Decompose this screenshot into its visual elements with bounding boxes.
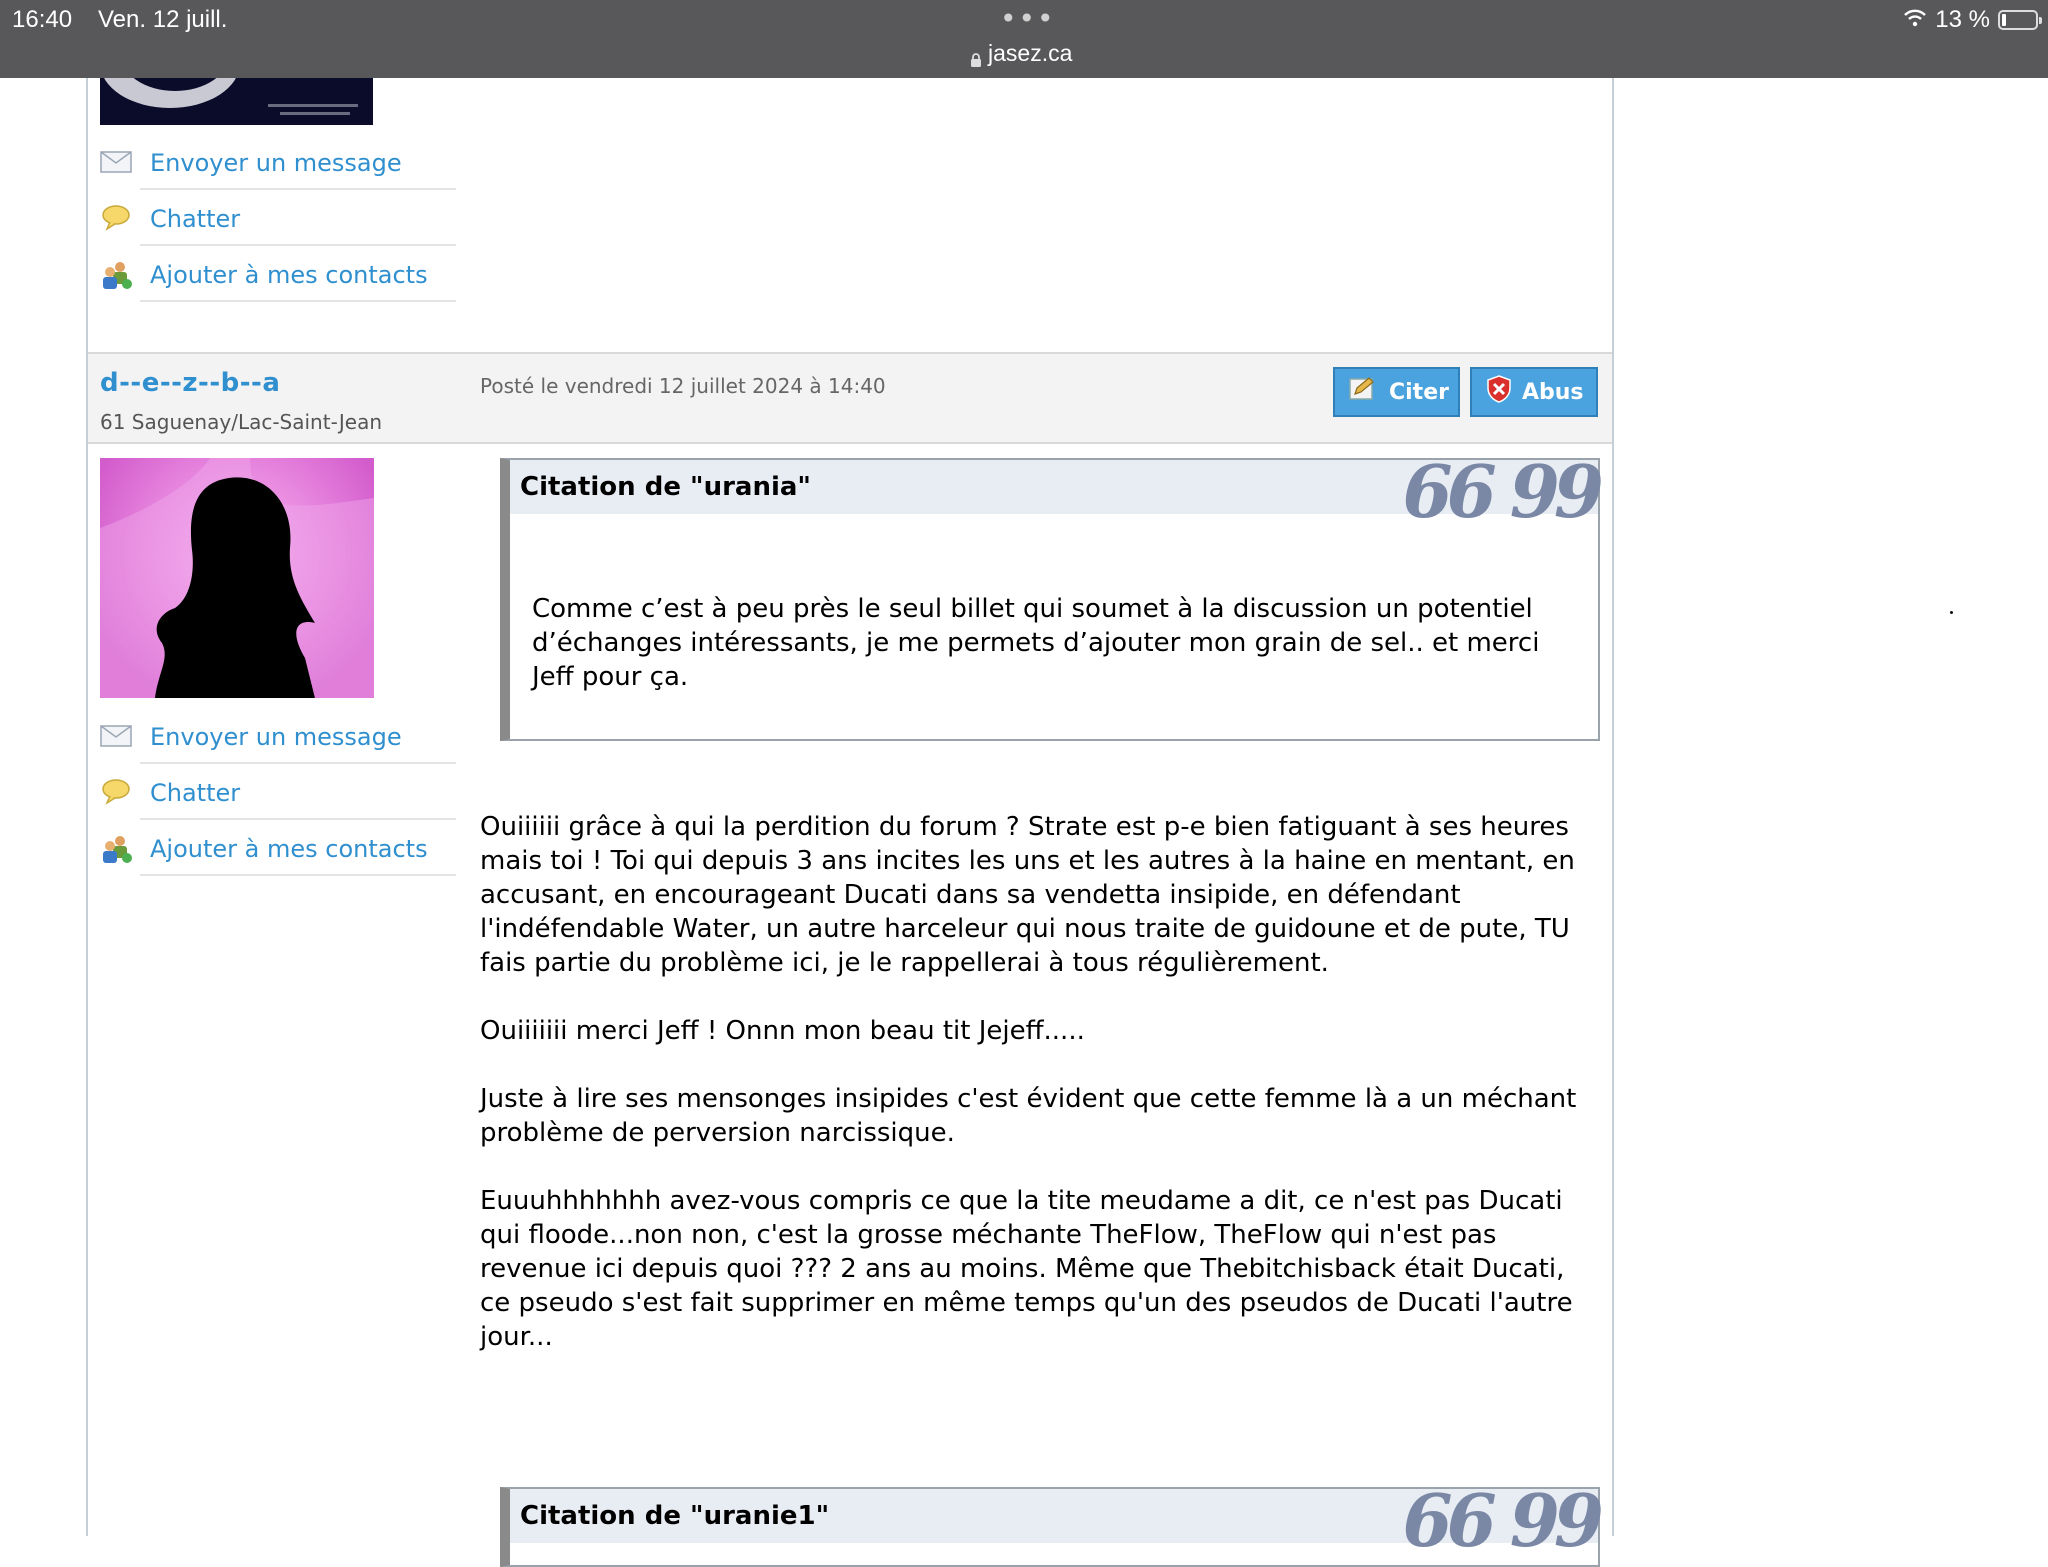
chat-link[interactable] — [100, 766, 456, 820]
add-contact-link[interactable] — [100, 248, 456, 302]
multitasking-dots-icon[interactable]: ••• — [1000, 2, 1056, 35]
post-header — [88, 352, 1612, 444]
battery-icon — [1998, 10, 2038, 30]
shield-x-icon — [1486, 375, 1512, 409]
post-paragraph: Juste à lire ses mensonges insipides c'est évident que cette femme là a un méchant problème de perversion narcissique. — [480, 1084, 1577, 1148]
envelope-icon — [100, 722, 134, 750]
chat-bubble-icon — [100, 778, 134, 806]
add-contact-icon — [100, 260, 134, 288]
post-body — [480, 810, 1600, 1388]
add-contact-label: Ajouter à mes contacts — [150, 261, 428, 289]
post-paragraph: Ouiiiiiii merci Jeff ! Onnn mon beau tit Jejeff..... — [480, 1016, 1085, 1046]
content-frame-left-border — [86, 78, 88, 1536]
quote-header — [510, 449, 1598, 534]
add-contact-icon — [100, 834, 134, 862]
add-contact-label: Ajouter à mes contacts — [150, 835, 428, 863]
post-author[interactable]: d--e--z--b--a — [100, 368, 281, 398]
quotation-marks-icon: 66 99 — [1402, 449, 1598, 534]
stray-dot — [1950, 611, 1953, 614]
quote-title: Citation de "urania" — [520, 472, 811, 502]
cite-button[interactable] — [1333, 367, 1460, 417]
report-abuse-button[interactable] — [1470, 367, 1598, 417]
envelope-icon — [100, 148, 134, 176]
lock-icon — [970, 47, 982, 61]
post-paragraph: Euuuhhhhhhh avez-vous compris ce que la tite meudame a dit, ce n'est pas Ducati qui floode...non non, c'est la grosse méchante TheFlow, TheFlow qui n'est pas revenue ici depuis quoi ??? 2 ans au moins. Même que Thebitchisback était Ducati, ce pseudo s'est fait supprimer en même temps qu'un des pseudos de Ducati l'autre jour... — [480, 1186, 1573, 1352]
send-message-label: Envoyer un message — [150, 149, 402, 177]
quote-block — [500, 1478, 1600, 1567]
author-location: 61 Saguenay/Lac-Saint-Jean — [100, 410, 383, 434]
date: Ven. 12 juill. — [98, 6, 228, 33]
edit-note-icon — [1349, 376, 1379, 408]
wifi-icon — [1903, 6, 1927, 34]
quote-block — [500, 449, 1600, 741]
quote-header — [510, 1478, 1598, 1563]
battery-percent: 13 % — [1935, 6, 1990, 33]
quotation-marks-icon: 66 99 — [1402, 1478, 1598, 1563]
quote-text: Comme c’est à peu près le seul billet qui soumet à la discussion un potentiel d’échanges intéressants, je me permets d’ajouter mon grain de sel.. et merci Jeff pour ça. — [532, 594, 1540, 692]
url-text: jasez.ca — [988, 40, 1073, 66]
content-frame-right-border — [1612, 78, 1614, 1536]
browser-status-bar — [0, 0, 2048, 78]
add-contact-link[interactable] — [100, 822, 456, 876]
chat-link[interactable] — [100, 192, 456, 246]
post-date: Posté le vendredi 12 juillet 2024 à 14:40 — [480, 374, 886, 398]
send-message-link[interactable] — [100, 136, 456, 190]
abuse-label: Abus — [1522, 379, 1584, 405]
chat-bubble-icon — [100, 204, 134, 232]
send-message-link[interactable] — [100, 710, 456, 764]
chat-label: Chatter — [150, 205, 241, 233]
chat-label: Chatter — [150, 779, 241, 807]
author-avatar — [100, 458, 374, 698]
cite-label: Citer — [1389, 379, 1449, 405]
clock: 16:40 — [12, 6, 73, 33]
system-indicators — [1903, 6, 2038, 34]
address-bar[interactable] — [970, 40, 1072, 67]
send-message-label: Envoyer un message — [150, 723, 402, 751]
quote-title: Citation de "uranie1" — [520, 1501, 830, 1531]
post-paragraph: Ouiiiiii grâce à qui la perdition du forum ? Strate est p-e bien fatiguant à ses heures mais toi ! Toi qui depuis 3 ans incites les uns et les autres à la haine en mentant, en accusant, en encourageant Ducati dans sa vendetta insipide, en défendant l'indéfendable Water, un autre harceleur qui nous traite de guidoune et de pute, TU fais partie du problème ici, je le rappellerai à tous régulièrement. — [480, 812, 1575, 978]
